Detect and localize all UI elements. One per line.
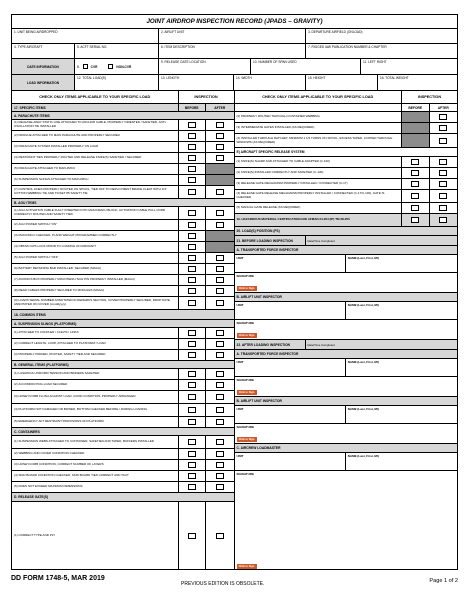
after-checkbox[interactable]	[216, 155, 224, 161]
after-checkbox[interactable]	[216, 394, 224, 400]
aui-heading-1: B. AIRLIFT UNIT INSPECTOR	[235, 293, 458, 302]
right-column	[235, 91, 458, 570]
item-description-field[interactable]: 6. ITEM DESCRIPTION	[159, 44, 306, 58]
aircraft-serial-field[interactable]: 5. ACFT SERIAL NO.	[75, 44, 159, 58]
before-checkbox[interactable]	[188, 266, 196, 272]
checklist-item: (2) ACCOMPANYING LOAD SECURED	[12, 380, 234, 391]
page-number: Page 1 of 2	[429, 578, 458, 584]
loadmaster-unit-name-row	[235, 453, 458, 471]
checklist-item: (5) EMERGENCY AFT RESTRAINT PROVISIONS ON PLATFORM	[12, 417, 234, 428]
after-checkbox[interactable]	[439, 138, 447, 144]
form-title: JOINT AIRDROP INSPECTION RECORD (JPADS – GRAVITY)	[12, 15, 457, 29]
after-checkbox[interactable]	[216, 189, 224, 195]
after-loading-time[interactable]: Date/Time Completed	[307, 342, 335, 347]
release-gate-location-field[interactable]: 9. RELEASE GATE LOCATION	[159, 59, 251, 74]
after-checkbox[interactable]	[216, 341, 224, 347]
after-checkbox[interactable]	[439, 125, 447, 131]
header-row-1	[12, 29, 457, 44]
after-checkbox[interactable]	[439, 205, 447, 211]
before-checkbox[interactable]	[188, 330, 196, 336]
after-checkbox[interactable]	[216, 122, 224, 128]
section-b-general-items: B. GENERAL ITEMS (PLATFORMS)	[12, 361, 234, 369]
before-checkbox[interactable]	[188, 133, 196, 139]
after-checkbox[interactable]	[216, 473, 224, 479]
checklist-item: (4) PLATFORM NOT DAMAGED OR BOWED, BOTTOM CHECKED BEFORE / DURING LOADING	[12, 404, 234, 417]
signature-row	[235, 377, 458, 397]
date-information-label: DATE INFORMATION	[12, 59, 75, 74]
after-checkbox[interactable]	[216, 330, 224, 336]
before-loading-label: 21. BEFORE LOADING INSPECTION	[235, 236, 306, 245]
right-heading-row	[235, 91, 458, 104]
before-checkbox[interactable]	[188, 122, 196, 128]
tfi-unit-name-row-1	[235, 255, 458, 273]
before-label: BEFORE	[179, 104, 207, 111]
after-checkbox[interactable]	[216, 222, 224, 228]
shaded-cell	[402, 112, 429, 122]
signature-label: SIGNATURE	[236, 321, 254, 325]
total-loads-field[interactable]: 12. TOTAL LOAD(S)	[75, 75, 159, 90]
aui-heading-2: B. AIRLIFT UNIT INSPECTOR	[235, 397, 458, 406]
signature-row	[235, 320, 458, 340]
aircraft-type-field[interactable]: 4. TYPE AIRCRAFT	[12, 44, 75, 58]
after-checkbox[interactable]	[216, 288, 224, 294]
before-checkbox[interactable]	[188, 473, 196, 479]
sign-button[interactable]: Click to Sign	[237, 286, 257, 291]
specific-items-row	[12, 104, 234, 112]
signature-row	[235, 471, 458, 570]
shaded-cell	[206, 175, 234, 185]
load-position-row[interactable]: 20. LOAD(S) POSITION (FS)	[235, 227, 458, 236]
shaded-cell	[402, 123, 429, 133]
after-checkbox[interactable]	[216, 255, 224, 261]
after-checkbox[interactable]	[439, 159, 447, 165]
before-checkbox[interactable]	[188, 255, 196, 261]
common-items-heading: 18. COMMON ITEMS	[12, 310, 234, 320]
tfi-unit-name-row-2	[235, 359, 458, 377]
unit-field[interactable]: UNIT	[235, 453, 346, 470]
before-checkbox[interactable]	[188, 233, 196, 239]
signature-label: SIGNATURE	[236, 378, 254, 382]
checklist-item: (2) AGU POWER SWITCH "ON"	[12, 220, 234, 231]
before-checkbox[interactable]	[188, 177, 196, 183]
shaded-cell	[206, 231, 234, 241]
before-checkbox[interactable]	[188, 300, 196, 306]
header-row-2	[12, 44, 457, 59]
unit-field[interactable]: UNIT	[235, 302, 346, 319]
span-used-field[interactable]: 10. NUMBER OF SPAN USED	[251, 59, 361, 74]
after-checkbox[interactable]	[216, 352, 224, 358]
checklist-item: (5) DOES NOT EXCEED MAXIMUM DIMENSIONS	[12, 482, 234, 493]
before-checkbox[interactable]	[188, 222, 196, 228]
signature-label: SIGNATURE	[236, 472, 254, 476]
after-label: AFTER	[214, 105, 226, 110]
section-b-agu: B. AGU ITEMS	[12, 199, 234, 207]
before-checkbox[interactable]	[188, 451, 196, 457]
checklist-item: (1) AGU ACTIVATION CABLE FULLY INSERTED INTO MAKU/MAKU BLOCK, ACTIVATION CABLE PULL CORD CORRECTLY ROUTED AND SAFETY TIED	[12, 207, 234, 220]
length-field[interactable]: 13. LENGTH	[159, 75, 234, 90]
obsolete-notice: PREVIOUS EDITION IS OBSOLETE.	[181, 581, 265, 587]
checklist-item: (2) CORRECT LENGTH, LOOP, ATTACHED TO PLATFORM / LOAD	[12, 339, 234, 350]
f8-label: 8.	[77, 64, 80, 69]
unit-field[interactable]: UNIT	[235, 255, 346, 272]
signature-row	[235, 273, 458, 293]
checklist-item: (3) HONEYCOMB CONDITION, CORRECT NUMBER OF LAYERS	[12, 460, 234, 471]
tfi-heading-1: A. TRANSPORTED FORCE INSPECTOR	[235, 246, 458, 255]
before-checkbox[interactable]	[188, 533, 196, 539]
checklist-item: (7) CONTROL LINES PROPERLY ROUTED ON SPOOL, TIED OFF TO DEPLOYMENT BRAKE CLEAT WITH 1/4" COTTON WEBBING TIE AND TICKET 85 SAFETY TIE	[12, 186, 234, 199]
left-inspection-label: INSPECTION	[194, 95, 218, 99]
name-field[interactable]: NAME (Last, First, MI)	[347, 256, 379, 260]
section-d-release-gates: D. RELEASE GATE(S)	[12, 493, 234, 502]
before-checkbox[interactable]	[411, 193, 419, 199]
shaded-cell	[402, 134, 429, 147]
before-checkbox[interactable]	[188, 210, 196, 216]
shaded-cell	[206, 164, 234, 174]
left-column	[12, 91, 235, 570]
checklist-item: (3) HONEYCOMB FLUSH AGAINST LOAD, GOOD CONDITION, PROPERLY ARRANGED	[12, 391, 234, 404]
load-information-label: LOAD INFORMATION	[12, 75, 75, 90]
checklist-item: (1) KNIFE(S) SHARP AND ATTACHED TO CABLE ADAPTER (C-130)	[235, 157, 458, 168]
header-row-3	[12, 59, 457, 75]
before-checkbox[interactable]	[188, 341, 196, 347]
section-e-release-system: E) AIRCRAFT SPECIFIC RELEASE SYSTEM	[235, 148, 458, 157]
before-checkbox[interactable]	[188, 166, 196, 172]
hazmat-certification-row: 19. HAZARDOUS MATERIAL CERTIFICATION IAW AFMAN 24-204 (IP) TM 38-250	[235, 214, 458, 227]
sign-button[interactable]: Click to Sign	[237, 564, 257, 569]
unit-field[interactable]: UNIT	[235, 359, 346, 376]
after-label: AFTER	[437, 105, 449, 110]
right-inspection-label: INSPECTION	[417, 95, 442, 99]
checklist-item: (4) INSTALLED THROUGH RATCHET, MINIMUM 1 1/2 TURNS ON SPOOL, EXCESS TAPED, LOOPED THROUGH WINDOWS (AS REQUIRED)	[235, 134, 458, 148]
before-checkbox[interactable]	[188, 189, 196, 195]
signature-label: SIGNATURE	[236, 425, 254, 429]
checklist-item: (1) LASHINGS UNIFORM TENSION AND BINDERS SAFETIED	[12, 369, 234, 380]
left-heading-row	[12, 91, 234, 104]
checklist-item: (1) ATTACHED TO COUPLER / CLEVIS / LINKS	[12, 328, 234, 339]
before-checkbox[interactable]	[188, 244, 196, 250]
checklist-item: (2) PROPERLY ROUTED THROUGH CONTAINER WEBBING	[235, 112, 458, 123]
after-checkbox[interactable]	[216, 533, 224, 539]
after-checkbox[interactable]	[216, 484, 224, 490]
checklist-item: (2) WEBBING AND COVER CONDITION CHECKED	[12, 449, 234, 460]
before-checkbox[interactable]	[188, 419, 196, 425]
airlift-unit-field[interactable]: 2. AIRLIFT UNIT	[159, 29, 306, 43]
after-checkbox[interactable]	[216, 300, 224, 306]
sign-button[interactable]: Click to Sign	[237, 333, 257, 338]
before-checkbox[interactable]	[188, 394, 196, 400]
before-checkbox[interactable]	[411, 170, 419, 176]
after-loading-row	[235, 340, 458, 350]
name-field[interactable]: NAME (Last, First, MI)	[347, 360, 379, 364]
before-checkbox[interactable]	[188, 462, 196, 468]
checklist-item: (2) KNIFE(S) INSTALLED CORRECTLY AND SAFETIED (C-130)	[235, 168, 458, 179]
before-loading-row	[235, 236, 458, 246]
unit-airdropped-field[interactable]: 1. UNIT BEING AIRDROPPED	[12, 29, 159, 43]
cvr-label: CVR	[90, 64, 98, 69]
noncvr-checkbox[interactable]	[108, 64, 113, 69]
checklist-item: (4) OBTAIN GPS LOCK PRIOR TO LOADING ON AIRCRAFT	[12, 242, 234, 253]
before-checkbox[interactable]	[188, 371, 196, 377]
inspection-form	[11, 14, 458, 570]
loadmaster-heading: C. AIRCREW LOADMASTER	[235, 444, 458, 453]
checklist-item: (2) DROGUE ATTACHED TO MAIN PARACHUTE AND PROPERLY SECURED	[12, 131, 234, 142]
name-field[interactable]: NAME (Last, First, MI)	[347, 303, 379, 307]
right-subheader-blank	[235, 104, 403, 111]
signature-row	[235, 424, 458, 444]
before-checkbox[interactable]	[188, 382, 196, 388]
checklist-item: (4) RELEASE GATE RELEASE MECHANISM PROPERLY INSTALLED / CONNECTED (C-17/C-130), GATE IS CHECKED	[235, 190, 458, 203]
specific-items-label: 17. SPECIFIC ITEMS	[12, 104, 179, 111]
section-c-containers: C. CONTAINERS	[12, 428, 234, 436]
section-a-suspension-slings: A. SUSPENSION SLINGS (PLATFORMS)	[12, 320, 234, 328]
after-checkbox[interactable]	[216, 144, 224, 150]
after-checkbox[interactable]	[216, 133, 224, 139]
header-row-4	[12, 75, 457, 91]
after-checkbox[interactable]	[216, 439, 224, 445]
height-field[interactable]: 15. HEIGHT	[306, 75, 378, 90]
tfi-heading-2: A. TRANSPORTED FORCE INSPECTOR	[235, 350, 458, 359]
before-checkbox[interactable]	[188, 277, 196, 283]
right-heading: CHECK ONLY ITEMS APPLICABLE TO YOUR SPECIFIC LOAD	[235, 91, 403, 103]
after-checkbox[interactable]	[216, 266, 224, 272]
right-subheader-row	[235, 104, 458, 112]
cvr-options	[75, 59, 159, 74]
section-a-parachute: A. PARACHUTE ITEMS	[12, 112, 234, 120]
after-checkbox[interactable]	[216, 407, 224, 413]
after-checkbox[interactable]	[439, 170, 447, 176]
checklist-item: (5) PARACHUTE ATTACHED TO MAKU/MCU	[12, 164, 234, 175]
checklist-item: (3) RELEASE GATE MECHANISM PROPERLY INSTALLED / CONNECTED (C-17)	[235, 179, 458, 190]
after-checkbox[interactable]	[216, 371, 224, 377]
before-checkbox[interactable]	[411, 217, 419, 223]
after-checkbox[interactable]	[216, 462, 224, 468]
checklist-item: (4) SKID BOARD CONDITION CHECKED, SKID BOARD TIES CORRECT AND TAUT	[12, 471, 234, 482]
after-checkbox[interactable]	[216, 277, 224, 283]
checklist-columns	[12, 91, 457, 570]
checklist-item: (8) REAR CABLES PROPERLY SECURED TO MODULES (MAGU)	[12, 286, 234, 297]
checklist-item: (5) MANUAL GATE RELEASE (AS REQUIRED)	[235, 203, 458, 214]
before-label: BEFORE	[402, 104, 430, 111]
before-checkbox[interactable]	[411, 181, 419, 187]
aui-unit-name-row-2	[235, 406, 458, 424]
name-field[interactable]: NAME (Last, First, MI)	[347, 407, 379, 411]
form-number: DD FORM 1748-5, MAR 2019	[11, 575, 105, 582]
noncvr-label: NON-CVR	[116, 64, 132, 69]
checklist-item: (5) AGU POWER SWITCH "OFF"	[12, 253, 234, 264]
total-weight-field[interactable]: 16. TOTAL WEIGHT	[380, 76, 409, 80]
departure-airfield-field[interactable]: 3. DEPARTURE AIRFIELD (ONLOAD)	[308, 30, 363, 34]
after-checkbox[interactable]	[439, 217, 447, 223]
checklist-item: (6) BATTERY RETAINING BAR INSTALLED, SECURED (MAGU)	[12, 264, 234, 275]
before-loading-time[interactable]: Date/Time Completed	[307, 238, 335, 243]
before-checkbox[interactable]	[188, 352, 196, 358]
after-checkbox[interactable]	[216, 419, 224, 425]
width-field[interactable]: 14. WIDTH	[234, 75, 306, 90]
rigged-publication-field[interactable]: 7. RIGGED IAW PUBLICATION NUMBER & CHAPTER	[308, 45, 387, 49]
shaded-cell	[206, 242, 234, 252]
after-checkbox[interactable]	[216, 382, 224, 388]
after-loading-label: 22. AFTER LOADING INSPECTION	[235, 340, 306, 349]
before-checkbox[interactable]	[188, 288, 196, 294]
checklist-item: (3) INTERMEDIATE GATES INSTALLED (AS REQUIRED)	[235, 123, 458, 134]
before-checkbox[interactable]	[188, 439, 196, 445]
left-heading: CHECK ONLY ITEMS APPLICABLE TO YOUR SPECIFIC LOAD	[12, 91, 179, 103]
sign-button[interactable]: Click to Sign	[237, 390, 257, 395]
before-checkbox[interactable]	[188, 484, 196, 490]
sign-button[interactable]: Click to Sign	[237, 437, 257, 442]
checklist-item: (1) RELEASE-AWAY STATIC LINE ATTACHED TO ANCHOR CABLE, PROPERLY ORIENTED / SAFETIED, ANTI-OSCILLATION TIE INSTALLED	[12, 120, 234, 131]
name-field[interactable]: NAME (Last, First, MI)	[347, 454, 379, 458]
after-checkbox[interactable]	[439, 181, 447, 187]
unit-field[interactable]: UNIT	[235, 406, 346, 423]
checklist-item: (9) LOADS SERIAL NUMBER ANNOTATED IN REMARKS SECTION, COVER PROPERLY SECURED, DROP DATE ANNOTATED ON COVER (mmddyyyy)	[12, 297, 234, 310]
checklist-item: (3) PARACHUTE SYSTEM INSTALLED PROPERLY ON LOAD	[12, 142, 234, 153]
before-checkbox[interactable]	[188, 407, 196, 413]
form-footer	[11, 573, 458, 589]
after-checkbox[interactable]	[216, 451, 224, 457]
before-checkbox[interactable]	[188, 155, 196, 161]
before-checkbox[interactable]	[411, 159, 419, 165]
left-right-field[interactable]: 11. LEFT RIGHT	[363, 60, 387, 64]
checklist-item: (3) PROPERLY PADDED, ROUTED, SAFETY TIED AND SECURED	[12, 350, 234, 361]
after-checkbox[interactable]	[439, 114, 447, 120]
checklist-item: (7) AVIONICS BOX PROPERLY MOUNTED/LYNCH PIN PROPERLY INSTALLED (MAGU)	[12, 275, 234, 286]
checklist-item: (1) CORRECT TYPE AND PLY	[12, 502, 234, 570]
aui-unit-name-row-1	[235, 302, 458, 320]
after-checkbox[interactable]	[439, 193, 447, 199]
signature-label: SIGNATURE	[236, 274, 254, 278]
before-checkbox[interactable]	[411, 205, 419, 211]
checklist-item: (6) SUSPENSION SLINGS ATTACHED TO MAKU/MCU	[12, 175, 234, 186]
cvr-checkbox[interactable]	[83, 64, 88, 69]
after-checkbox[interactable]	[216, 210, 224, 216]
before-checkbox[interactable]	[188, 144, 196, 150]
checklist-item: (3) MAKU/MCU CHECKED, PI AND WEIGHT PROGRAMMED CORRECTLY	[12, 231, 234, 242]
checklist-item: (4) RESTRAINT TIES PROPERLY ROUTED AND RELEASE KNIFE(S) SAFETIED / SECURED	[12, 153, 234, 164]
checklist-item: (1) SUSPENSION WEBS ATTACHED TO CONTAINER, SAFETIED AND TAPED, BUFFERS INSTALLED	[12, 436, 234, 449]
